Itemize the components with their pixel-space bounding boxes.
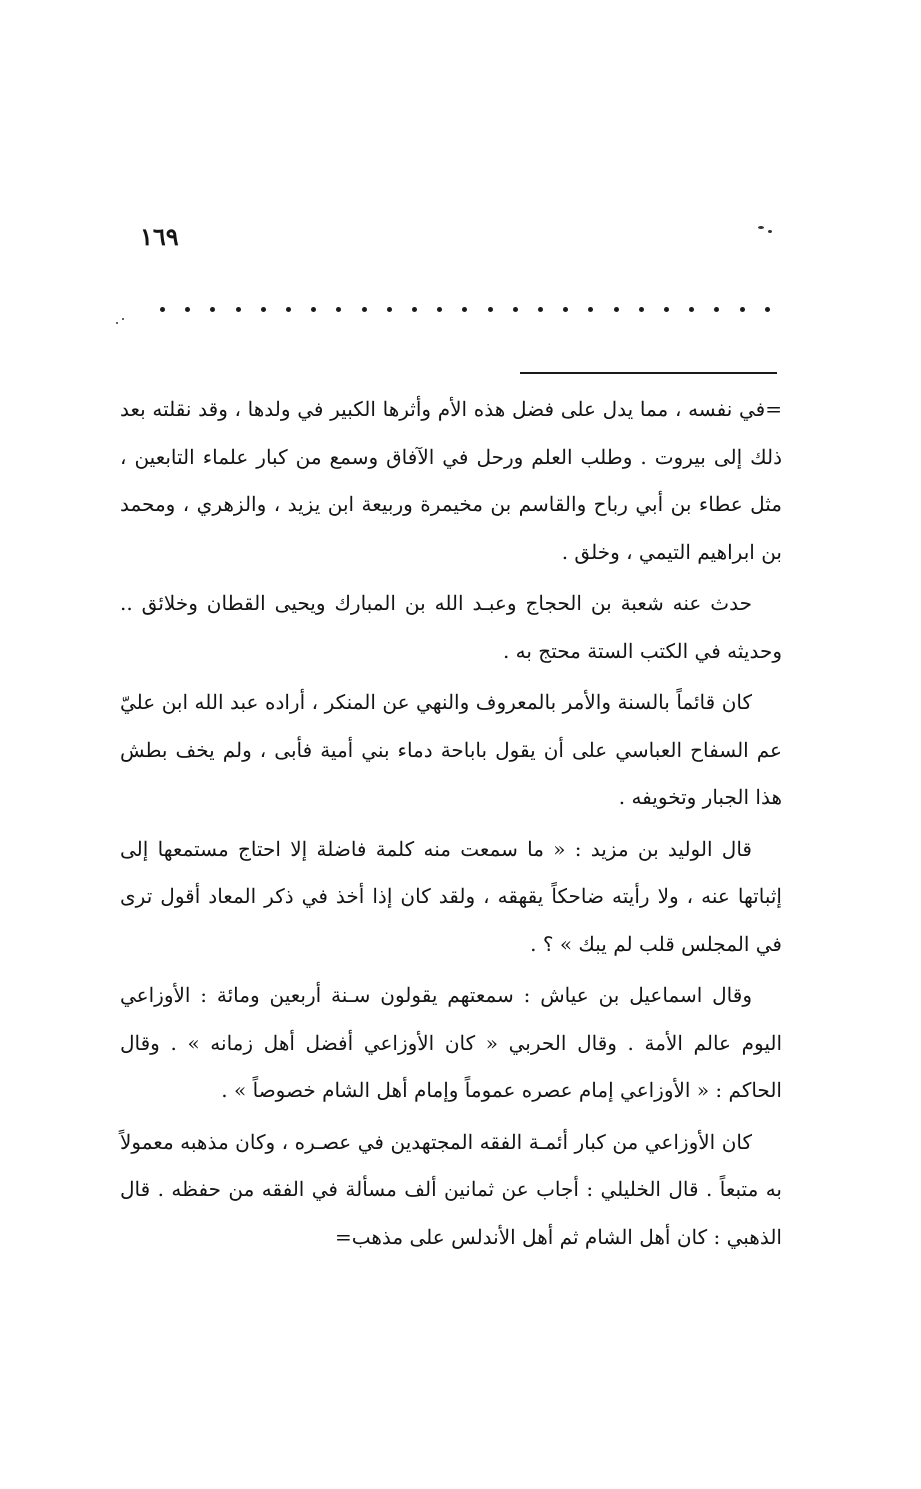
footnote-separator-line — [520, 372, 777, 374]
page-number: ١٦٩ — [140, 222, 179, 251]
paragraph: وقال اسماعيل بن عياش : سمعتهم يقولون سـنة أربعين ومائة : الأوزاعي اليوم عالم الأمة . وقال الحربي « كان الأوزاعي أفضل أهل زمانه » . وقال الحاكم : « الأوزاعي إمام عصره عموماً وإمام أهل الشام خصوصاً » . — [120, 983, 782, 1102]
footnote-text — [120, 386, 782, 1261]
ink-speck — [758, 226, 764, 229]
paragraph: =في نفسه ، مما يدل على فضل هذه الأم وأثرها الكبير في ولدها ، وقد نقلته بعد ذلك إلى بيروت . وطلب العلم ورحل في الآفاق وسمع من كبار علماء التابعين ، مثل عطاء بن أبي رباح والقاسم بن مخيمرة وربيعة ابن يزيد ، والزهري ، ومحمد بن ابراهيم التيمي ، وخلق . — [120, 397, 782, 564]
paragraph: حدث عنه شعبة بن الحجاج وعبـد الله بن المبارك ويحيى القطان وخلائق .. وحديثه في الكتب الستة محتج به . — [120, 591, 782, 663]
paragraph: كان قائماً بالسنة والأمر بالمعروف والنهي عن المنكر ، أراده عبد الله ابن عليّ عم السفاح العباسي على أن يقول باباحة دماء بني أمية فأبى ، ولم يخف بطش هذا الجبار وتخويفه . — [120, 690, 782, 809]
dotted-separator — [160, 302, 770, 316]
paragraph: كان الأوزاعي من كبار أئمـة الفقه المجتهدين في عصـره ، وكان مذهبه معمولاً به متبعاً . قال الخليلي : أجاب عن ثمانين ألف مسألة في الفقه من حفظه . قال الذهبي : كان أهل الشام ثم أهل الأندلس على مذهب= — [120, 1129, 782, 1249]
paragraph: قال الوليد بن مزيد : « ما سمعت منه كلمة فاضلة إلا احتاج مستمعها إلى إثباتها عنه ، ولا رأيته ضاحكاً يقهقه ، ولقد كان إذا أخذ في ذكر المعاد أقول ترى في المجلس قلب لم يبك » ؟ . — [120, 836, 782, 956]
ink-speck — [116, 322, 118, 324]
ink-speck — [768, 230, 772, 233]
ink-speck — [122, 318, 124, 320]
